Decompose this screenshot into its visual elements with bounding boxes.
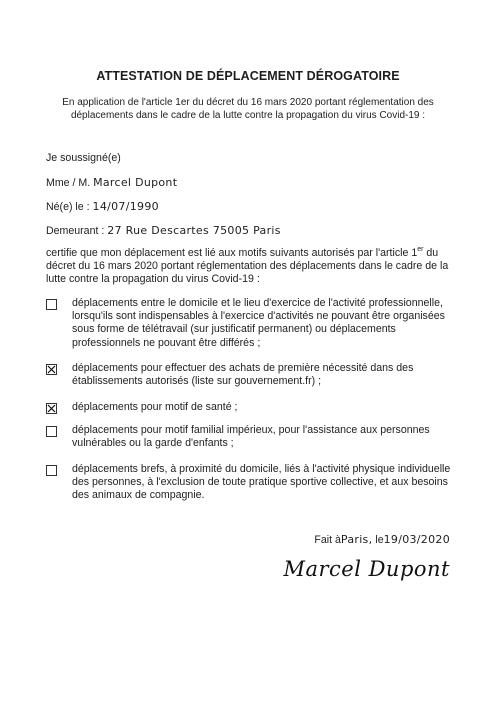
reason-text-health: déplacements pour motif de santé ;: [72, 401, 238, 413]
reason-checkbox-family[interactable]: [46, 426, 57, 437]
birth-line: [46, 200, 159, 215]
certification-statement: [46, 247, 452, 287]
reason-checkbox-shopping[interactable]: [46, 364, 57, 375]
reason-text-work: déplacements entre le domicile et le lieu d'exercice de l'activité professionnelle, lorsqu'ils sont indispensables à l'exercice d'activités ne pouvant être organisées sous forme de télétravail (sur justificatif permanent) ou déplacements professionnels ne pouvant être différés ;: [72, 297, 445, 349]
date-value[interactable]: 19/03/2020: [383, 533, 450, 546]
name-value[interactable]: Marcel Dupont: [93, 176, 178, 189]
birth-value[interactable]: 14/07/1990: [92, 200, 159, 213]
place-date-line: [314, 533, 450, 546]
certification-superscript: er: [417, 246, 424, 253]
legal-reference-line-2: déplacements dans le cadre de la lutte contre la propagation du virus Covid-19 :: [70, 110, 426, 121]
name-line: [46, 176, 177, 191]
check-mark-icon: [47, 404, 56, 413]
certification-text-end: du décret du 16 mars 2020 portant réglementation des déplacements dans le cadre de la lutte contre la propagation du virus Covid-19 :: [46, 247, 449, 286]
page-title: ATTESTATION DE DÉPLACEMENT DÉROGATOIRE: [96, 69, 400, 83]
undersigned-label: Je soussigné(e): [46, 152, 121, 164]
reason-text-shopping: déplacements pour effectuer des achats de première nécessité dans des établissements autorisés (liste sur gouvernement.fr) ;: [72, 362, 414, 388]
signature: Marcel Dupont: [283, 557, 450, 581]
date-label: le: [375, 534, 384, 546]
address-label: Demeurant :: [46, 225, 105, 237]
legal-reference: [40, 96, 456, 122]
name-label: Mme / M.: [46, 177, 91, 189]
done-at-label: Fait à: [314, 534, 341, 546]
reason-text-exercise: déplacements brefs, à proximité du domicile, liés à l'activité physique individuelle des personnes, à l'exclusion de toute pratique sportive collective, et aux besoins des animaux de compagnie.: [72, 463, 451, 502]
legal-reference-line-1: En application de l'article 1er du décret du 16 mars 2020 portant réglementation des: [62, 97, 434, 108]
address-line: [46, 224, 281, 239]
done-at-city[interactable]: Paris,: [340, 533, 373, 546]
certification-text-start: certifie que mon déplacement est lié aux motifs suivants autorisés par l'article 1: [46, 247, 418, 259]
reason-checkbox-exercise[interactable]: [46, 465, 57, 476]
birth-label: Né(e) le :: [46, 201, 90, 213]
check-mark-icon: [47, 365, 56, 374]
reason-checkbox-health[interactable]: [46, 403, 57, 414]
address-value[interactable]: 27 Rue Descartes 75005 Paris: [107, 224, 281, 237]
reason-checkbox-work[interactable]: [46, 299, 57, 310]
reason-text-family: déplacements pour motif familial impérieux, pour l'assistance aux personnes vulnérables ou la garde d'enfants ;: [72, 424, 430, 450]
